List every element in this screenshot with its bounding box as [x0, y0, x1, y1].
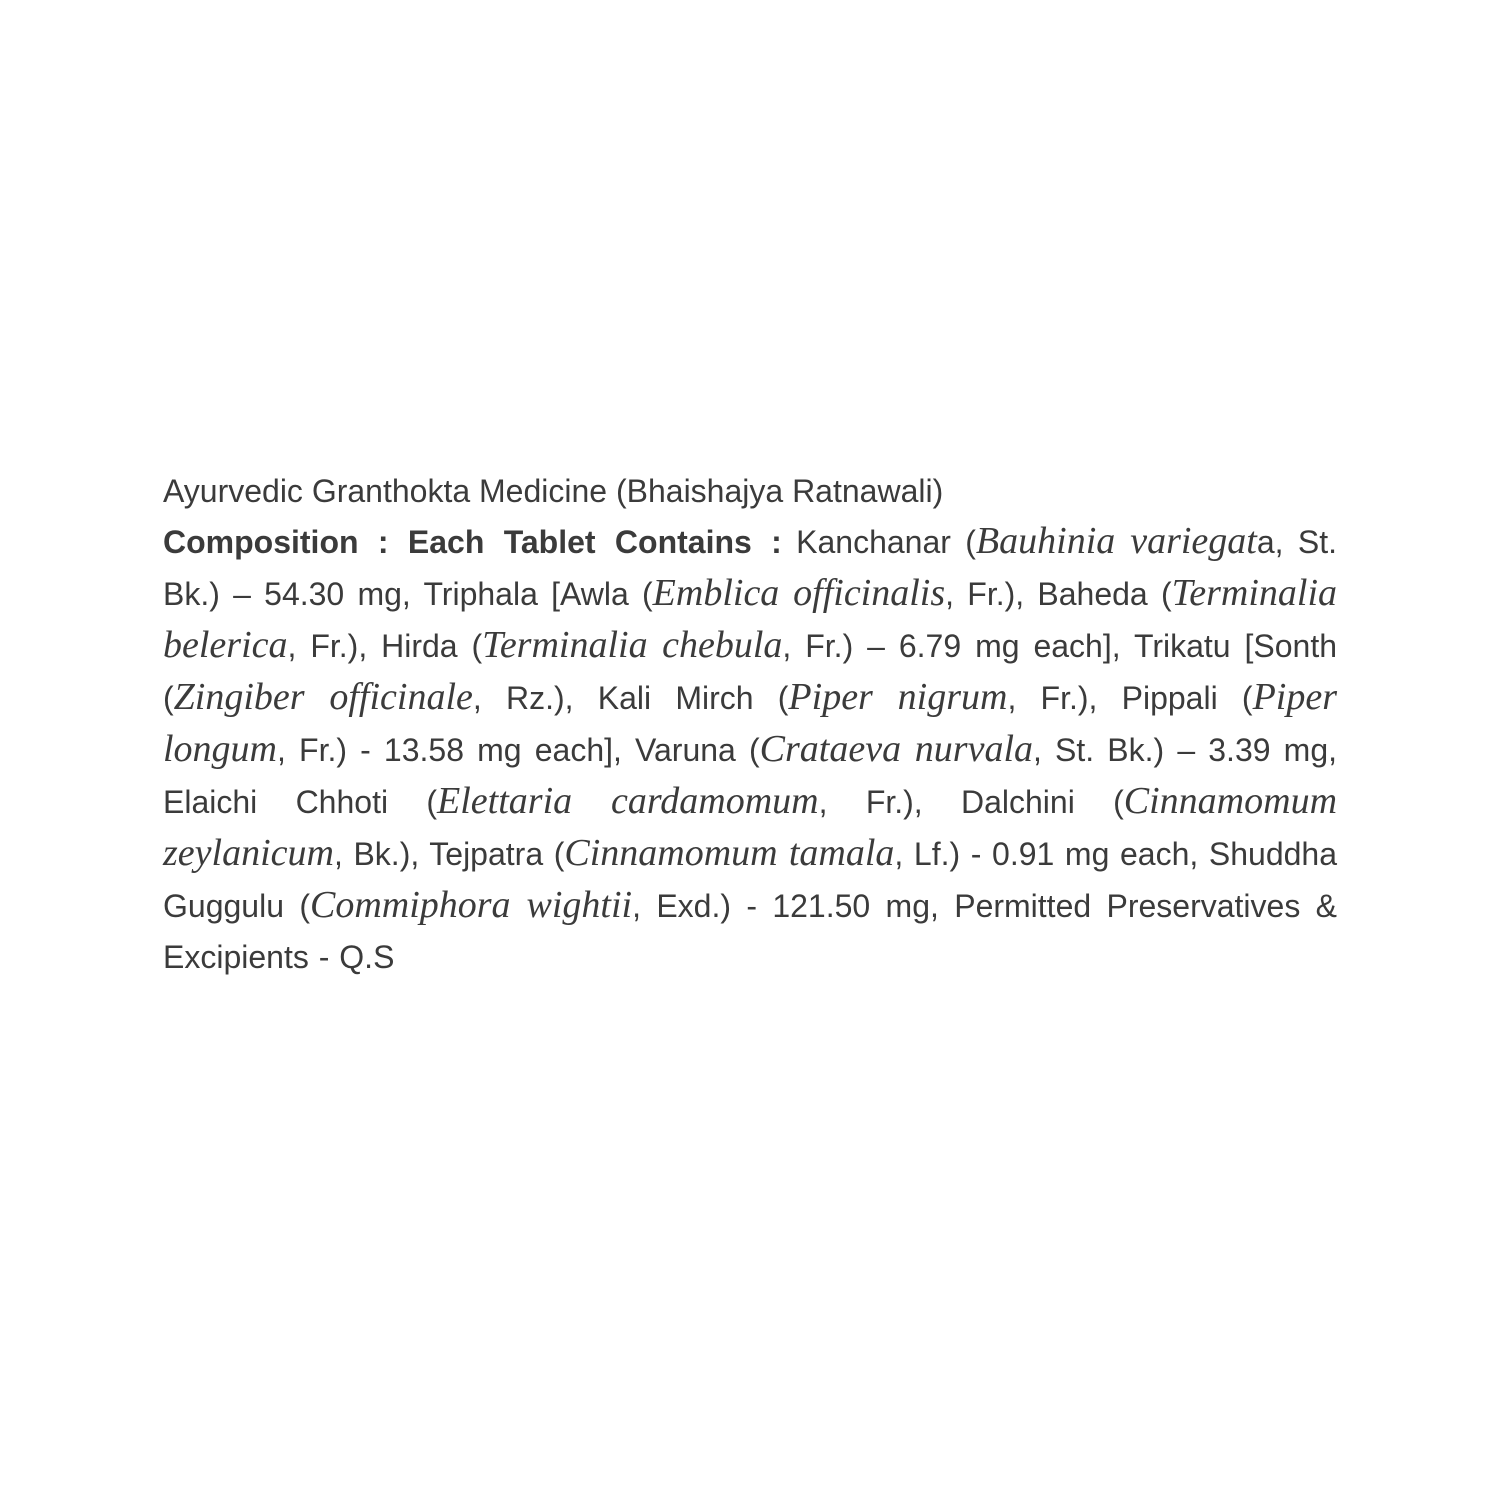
composition-text: , Fr.), Dalchini (: [818, 784, 1124, 820]
composition-text: , Fr.), Hirda (: [287, 628, 483, 664]
botanical-name: Piper nigrum: [788, 676, 1008, 718]
botanical-name: Terminalia belerica: [163, 572, 1338, 666]
product-label-text: [163, 466, 1337, 983]
composition-text: , Exd.) - 121.50 mg, Permitted Preservatives & Excipients - Q.S: [163, 888, 1338, 975]
composition-text: , Fr.) - 13.58 mg each], Varuna (: [277, 732, 760, 768]
botanical-name: Cinnamomum zeylanicum: [163, 780, 1338, 874]
composition-heading: Composition : Each Tablet Contains :: [163, 524, 782, 560]
botanical-name: Terminalia chebula: [482, 624, 783, 666]
composition-text: , Fr.) – 6.79 mg each], Trikatu [Sonth (: [163, 628, 1337, 716]
botanical-name: Elettaria cardamomum: [437, 780, 819, 822]
composition-paragraph: [163, 516, 1337, 983]
composition-text: , Rz.), Kali Mirch (: [472, 680, 789, 716]
composition-text: , Lf.) - 0.91 mg each, Shuddha Guggulu (: [163, 836, 1338, 924]
botanical-name: Zingiber officinale: [173, 676, 473, 718]
composition-text: a, St. Bk.) – 54.30 mg, Triphala [Awla (: [163, 524, 1337, 612]
botanical-name: Emblica officinalis: [652, 572, 946, 614]
botanical-name: Piper longum: [163, 676, 1338, 770]
composition-text: , Fr.), Pippali (: [1007, 680, 1253, 716]
botanical-name: Cinnamomum tamala: [564, 832, 895, 874]
composition-text: , Bk.), Tejpatra (: [333, 836, 565, 872]
medicine-classification: Ayurvedic Granthokta Medicine (Bhaishajya Ratnawali): [163, 473, 944, 509]
botanical-name: Crataeva nurvala: [759, 728, 1034, 770]
composition-text: , Fr.), Baheda (: [945, 576, 1172, 612]
composition-text: , St. Bk.) – 3.39 mg, Elaichi Chhoti (: [163, 732, 1338, 820]
botanical-name: Commiphora wightii: [309, 884, 633, 926]
botanical-name: Bauhinia variegat: [975, 520, 1257, 562]
composition-text: Kanchanar (: [796, 524, 976, 560]
